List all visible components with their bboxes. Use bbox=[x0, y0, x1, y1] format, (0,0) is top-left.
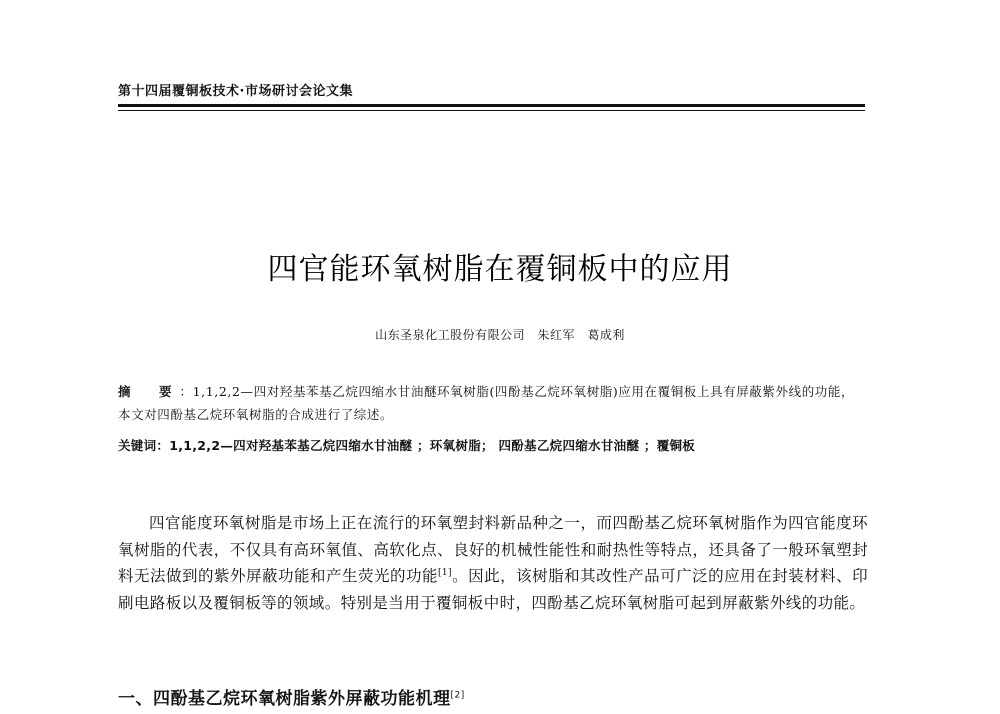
paper-title: 四官能环氧树脂在覆铜板中的应用 bbox=[267, 252, 733, 287]
section-heading-text: 一、四酚基乙烷环氧树脂紫外屏蔽功能机理 bbox=[118, 689, 451, 709]
author-name: 朱红军 bbox=[537, 328, 575, 342]
abstract bbox=[118, 380, 865, 426]
body-text-part2: 。因此，该树脂和其改性产品可广泛的应用在封装材料、印刷电路板以及覆铜板等的领域。特别是当用于覆铜板中时，四酚基乙烷环氧树脂可起到屏蔽紫外线的功能。 bbox=[118, 567, 868, 612]
citation-ref-1: [1] bbox=[438, 567, 452, 578]
section-heading bbox=[118, 684, 465, 709]
header-rule-thin bbox=[118, 110, 865, 111]
body-paragraph bbox=[118, 510, 868, 616]
abstract-label: 摘 要 bbox=[118, 384, 180, 399]
citation-ref-2: [2] bbox=[450, 690, 465, 701]
keywords bbox=[118, 436, 878, 454]
author-name: 葛成利 bbox=[587, 328, 625, 342]
body-text-part1: 四官能度环氧树脂是市场上正在流行的环氧塑封料新品种之一，而四酚基乙烷环氧树脂作为四官能度环氧树脂的代表，不仅具有高环氧值、高软化点、良好的机械性能性和耐热性等特点，还具备了一般环氧塑封料无法做到的紫外屏蔽功能和产生荧光的功能 bbox=[118, 514, 868, 585]
running-header: 第十四届覆铜板技术·市场研讨会论文集 bbox=[118, 84, 353, 99]
author-line bbox=[0, 326, 1000, 343]
keywords-text: ：1,1,2,2—四对羟基苯基乙烷四缩水甘油醚 ；环氧树脂； 四酚基乙烷四缩水甘油醚 ；覆铜板 bbox=[156, 438, 696, 453]
keywords-label: 关键词 bbox=[118, 438, 157, 453]
affiliation: 山东圣泉化工股份有限公司 bbox=[375, 328, 526, 342]
header-rule-thick bbox=[118, 104, 865, 107]
abstract-text: ：1,1,2,2—四对羟基苯基乙烷四缩水甘油醚环氧树脂(四酚基乙烷环氧树脂)应用在覆铜板上具有屏蔽紫外线的功能，本文对四酚基乙烷环氧树脂的合成进行了综述。 bbox=[118, 384, 855, 422]
